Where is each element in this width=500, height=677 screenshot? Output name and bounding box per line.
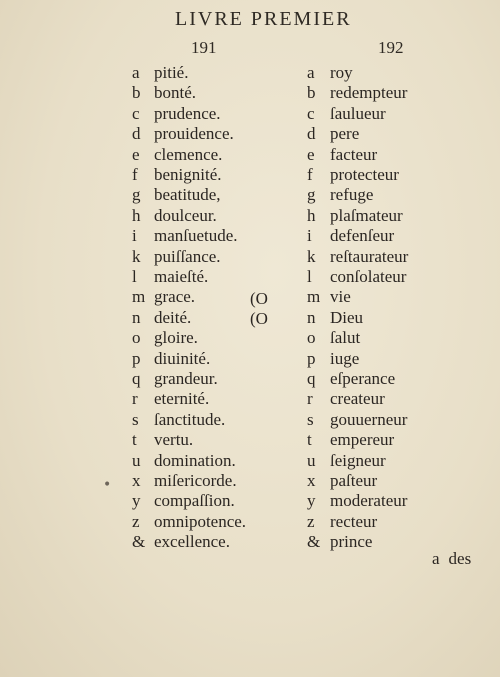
index-word: defenſeur — [330, 226, 395, 246]
index-word: moderateur — [330, 491, 408, 511]
list-item — [307, 104, 447, 124]
index-letter: x — [132, 471, 141, 490]
list-item — [132, 491, 292, 511]
index-word: conſolateur — [330, 267, 407, 286]
list-item — [307, 267, 447, 287]
margin-ink-mark: • — [103, 477, 112, 493]
index-word: prince — [330, 532, 373, 552]
index-letter: g — [132, 185, 141, 205]
list-item — [132, 308, 292, 328]
list-item — [132, 247, 292, 267]
index-letter: u — [307, 450, 316, 470]
index-word: omnipotence. — [154, 511, 247, 531]
index-word: pere — [330, 124, 360, 144]
list-item — [132, 328, 292, 348]
catchword-second: des — [448, 549, 472, 568]
right-column-number: 192 — [378, 38, 404, 57]
index-word: ſalut — [330, 328, 361, 348]
index-word: vertu. — [154, 430, 194, 450]
index-word: grace. — [154, 287, 196, 307]
index-letter: p — [132, 348, 141, 368]
index-word: pitié. — [154, 63, 189, 82]
index-letter: q — [132, 369, 141, 388]
index-letter: q — [307, 369, 316, 388]
list-item — [132, 165, 292, 185]
index-word: manſuetude. — [154, 226, 238, 246]
list-item — [307, 430, 447, 450]
list-item — [307, 124, 447, 144]
index-letter: o — [132, 328, 141, 348]
list-item — [307, 287, 447, 307]
index-letter: c — [132, 103, 140, 123]
index-word: paſteur — [330, 471, 378, 490]
list-item — [307, 206, 447, 226]
index-letter: f — [307, 165, 313, 184]
list-item — [132, 430, 292, 450]
index-letter: h — [132, 205, 141, 225]
index-word: plaſmateur — [330, 205, 403, 225]
index-word: recteur — [330, 511, 378, 531]
list-item — [132, 287, 292, 307]
catchword-first: a — [432, 549, 440, 568]
index-letter: k — [307, 246, 316, 266]
vocative-marker: (O — [250, 309, 268, 328]
index-word: prudence. — [154, 103, 221, 123]
list-item — [132, 83, 292, 103]
index-word: deité. — [154, 307, 192, 327]
list-item — [307, 451, 447, 471]
index-letter: e — [307, 144, 315, 164]
list-item — [307, 226, 447, 246]
list-item — [307, 308, 447, 328]
list-item — [132, 471, 292, 491]
index-letter: r — [132, 389, 138, 409]
vocative-marker: (O — [250, 289, 268, 308]
index-letter: r — [307, 389, 313, 409]
list-item — [132, 124, 292, 144]
index-word: benignité. — [154, 165, 222, 184]
index-word: eſperance — [330, 369, 396, 388]
list-item — [307, 185, 447, 205]
index-word: vie — [330, 287, 351, 307]
index-letter: y — [307, 491, 316, 511]
list-item — [307, 83, 447, 103]
index-word: refuge — [330, 185, 374, 205]
index-letter: o — [307, 328, 316, 348]
index-letter: a — [132, 63, 140, 82]
index-word: Dieu — [330, 307, 364, 327]
index-letter: z — [307, 511, 315, 531]
index-letter: z — [132, 511, 140, 531]
index-letter: d — [307, 124, 316, 144]
index-letter: i — [307, 226, 312, 246]
index-letter: n — [307, 307, 316, 327]
index-word: ſanctitude. — [154, 409, 226, 429]
index-letter: s — [307, 409, 314, 429]
index-letter: l — [307, 267, 312, 286]
index-word: miſericorde. — [154, 471, 237, 490]
index-word: prouidence. — [154, 124, 234, 144]
list-item — [307, 369, 447, 389]
list-item — [132, 63, 292, 83]
index-letter: d — [132, 124, 141, 144]
index-word: iuge — [330, 348, 360, 368]
index-letter: h — [307, 205, 316, 225]
index-letter: n — [132, 307, 141, 327]
index-letter: i — [132, 226, 137, 246]
list-item — [307, 328, 447, 348]
index-word: roy — [330, 63, 353, 82]
list-item — [132, 185, 292, 205]
index-word: doulceur. — [154, 205, 217, 225]
list-item — [307, 349, 447, 369]
list-item — [132, 226, 292, 246]
list-item — [132, 451, 292, 471]
index-letter: u — [132, 450, 141, 470]
index-letter: a — [307, 63, 315, 82]
index-letter: t — [132, 430, 137, 450]
index-letter: s — [132, 409, 139, 429]
index-letter: & — [132, 532, 146, 552]
index-word: gloire. — [154, 328, 198, 348]
index-letter: b — [132, 83, 141, 103]
index-word: grandeur. — [154, 369, 218, 388]
index-word: excellence. — [154, 532, 230, 552]
index-letter: m — [307, 287, 321, 307]
index-letter: y — [132, 491, 141, 511]
index-word: ſaulueur — [330, 103, 386, 123]
index-word: facteur — [330, 144, 378, 164]
list-item — [307, 491, 447, 511]
list-item — [307, 471, 447, 491]
list-item — [307, 63, 447, 83]
list-item — [132, 104, 292, 124]
index-word: eternité. — [154, 389, 210, 409]
list-item — [307, 532, 447, 552]
list-item — [132, 389, 292, 409]
index-word: clemence. — [154, 144, 223, 164]
index-letter: & — [307, 532, 321, 552]
list-item — [307, 512, 447, 532]
list-item — [132, 512, 292, 532]
index-word: protecteur — [330, 165, 399, 184]
list-item — [132, 267, 292, 287]
index-letter: l — [132, 267, 137, 286]
index-word: createur — [330, 389, 385, 409]
left-column-number: 191 — [191, 38, 217, 57]
list-item — [132, 410, 292, 430]
catchword — [432, 549, 471, 569]
index-word: ſeigneur — [330, 450, 386, 470]
list-item — [307, 165, 447, 185]
list-item — [132, 369, 292, 389]
index-word: redempteur — [330, 83, 408, 103]
list-item — [132, 349, 292, 369]
index-word: bonté. — [154, 83, 197, 103]
index-letter: t — [307, 430, 312, 450]
index-word: diuinité. — [154, 348, 211, 368]
list-item — [132, 206, 292, 226]
index-word: compaſſion. — [154, 491, 235, 511]
index-letter: p — [307, 348, 316, 368]
list-item — [307, 389, 447, 409]
list-item — [307, 247, 447, 267]
list-item — [132, 145, 292, 165]
index-word: maieſté. — [154, 267, 209, 286]
index-word: empereur — [330, 430, 395, 450]
list-item — [132, 532, 292, 552]
index-letter: m — [132, 287, 146, 307]
index-word: puiſſance. — [154, 246, 221, 266]
index-word: gouuerneur — [330, 409, 408, 429]
index-letter: b — [307, 83, 316, 103]
running-head: LIVRE PREMIER — [175, 8, 352, 30]
index-word: domination. — [154, 450, 236, 470]
index-letter: c — [307, 103, 315, 123]
index-letter: g — [307, 185, 316, 205]
index-letter: x — [307, 471, 316, 490]
list-item — [307, 145, 447, 165]
list-item — [307, 410, 447, 430]
index-word: beatitude, — [154, 185, 221, 205]
index-word: reſtaurateur — [330, 246, 409, 266]
index-letter: f — [132, 165, 138, 184]
index-letter: e — [132, 144, 140, 164]
index-letter: k — [132, 246, 141, 266]
